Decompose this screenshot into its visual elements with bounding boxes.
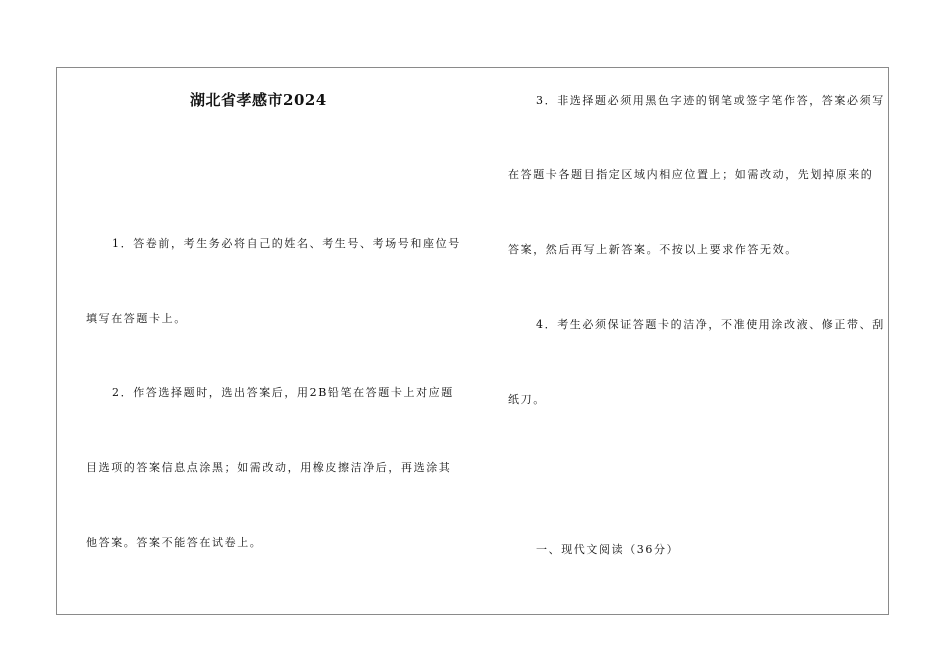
instruction-1-line-2: 填写在答题卡上。 [86,312,187,325]
instruction-3-line-1: 3．非选择题必须用黑色字迹的钢笔或签字笔作答，答案必须写 [536,94,885,107]
page-frame [56,67,889,615]
instruction-4-line-1: 4．考生必须保证答题卡的洁净，不准使用涂改液、修正带、刮 [536,318,885,331]
instruction-2-line-3: 他答案。答案不能答在试卷上。 [86,536,263,549]
instruction-1-line-1: 1．答卷前，考生务必将自己的姓名、考生号、考场号和座位号 [112,237,461,250]
instruction-2-line-2: 目选项的答案信息点涂黑；如需改动，用橡皮擦洁净后，再选涂其 [86,461,452,474]
instruction-2-line-1: 2．作答选择题时，选出答案后，用2B铅笔在答题卡上对应题 [112,386,454,399]
instruction-3-line-3: 答案，然后再写上新答案。不按以上要求作答无效。 [508,243,798,256]
document-title: 湖北省孝感市2024 [190,91,327,109]
instruction-4-line-2: 纸刀。 [508,393,546,406]
instruction-3-line-2: 在答题卡各题目指定区域内相应位置上；如需改动，先划掉原来的 [508,168,874,181]
section-heading: 一、现代文阅读（36分） [536,543,680,556]
